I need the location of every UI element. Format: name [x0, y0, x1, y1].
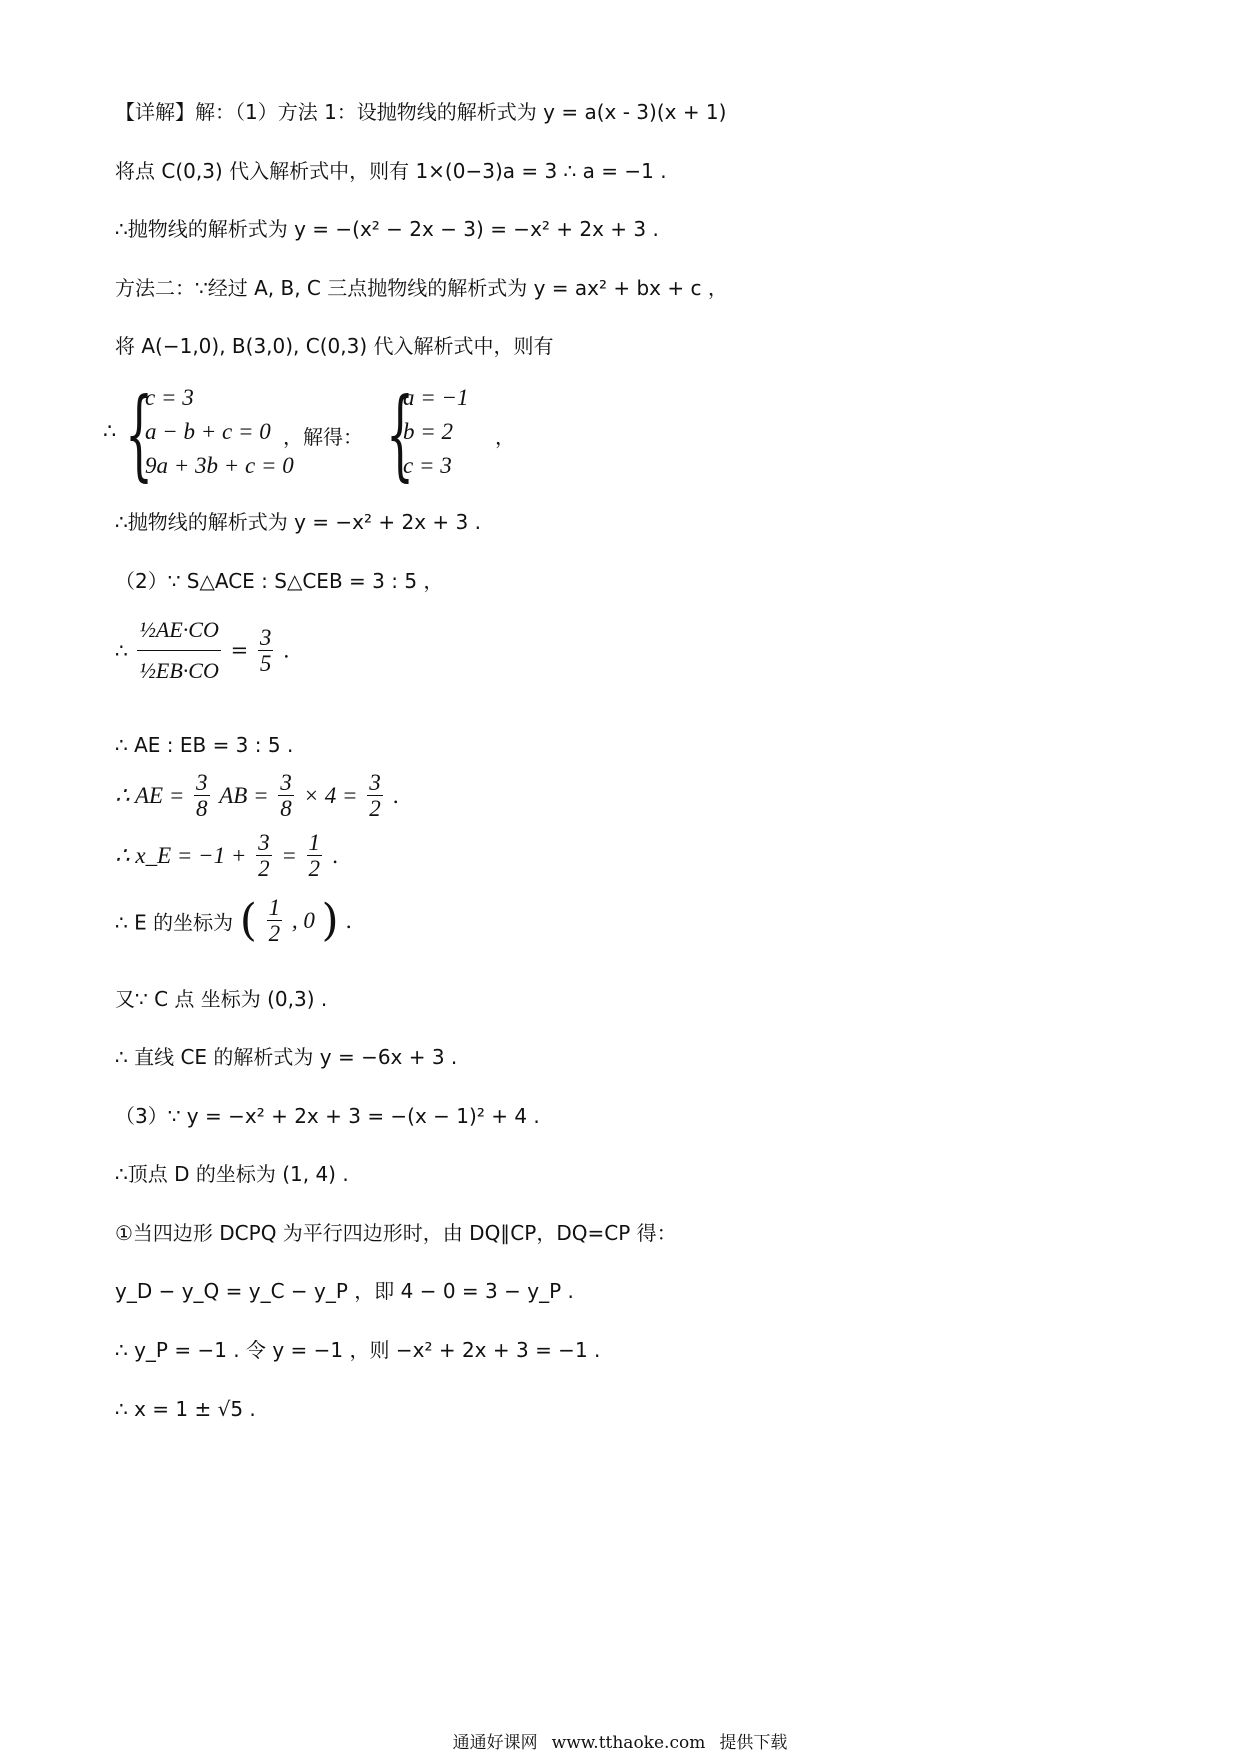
den: 2: [369, 796, 381, 822]
system-comma: ，: [495, 425, 515, 449]
solution-line-5: 将 A(−1,0), B(3,0), C(0,3) 代入解析式中，则有: [115, 334, 554, 358]
system-solve-label: ，解得：: [283, 425, 363, 449]
solution-line-9: ∴ AE : EB = 3 : 5 .: [115, 733, 294, 757]
footer-site-name: 通通好课网: [452, 1733, 538, 1753]
den: 2: [268, 921, 281, 947]
result-numerator: 3: [259, 624, 272, 650]
period: .: [345, 908, 353, 933]
solution-line-16: ∴顶点 D 的坐标为 (1, 4) .: [115, 1162, 349, 1186]
page-footer: [0, 1728, 1240, 1753]
den: 2: [308, 856, 321, 882]
xe-label: ∴ x_E = −1 +: [115, 842, 247, 868]
ae-equation: [115, 770, 399, 822]
solution-line-7: （2）∵ S△ACE : S△CEB = 3 : 5 ，: [115, 569, 444, 593]
solution-line-17: ①当四边形 DCPQ 为平行四边形时，由 DQ∥CP，DQ=CP 得：: [115, 1221, 677, 1245]
ae-label: ∴ AE =: [115, 782, 185, 808]
e-coordinate-label: ∴ E 的坐标为: [115, 910, 234, 935]
fraction-3-8-a: [194, 770, 210, 822]
num: 3: [196, 770, 208, 795]
left-paren: (: [239, 894, 257, 946]
period: .: [392, 783, 400, 808]
zero-coordinate: , 0: [291, 907, 315, 933]
fraction-denominator: ½EB·CO: [137, 650, 220, 683]
equals-sign: =: [281, 842, 297, 868]
solution-line-18: y_D − y_Q = y_C − y_P ，即 4 − 0 = 3 − y_P .: [115, 1279, 574, 1303]
den: 8: [280, 796, 292, 822]
fraction-3-2: [256, 830, 272, 882]
solution-line-19: ∴ y_P = −1 . 令 y = −1 ，则 −x² + 2x + 3 = −1 .: [115, 1338, 601, 1362]
solution-line-15: （3）∵ y = −x² + 2x + 3 = −(x − 1)² + 4 .: [115, 1104, 540, 1128]
num: 3: [369, 770, 381, 795]
solution-c: c = 3: [403, 453, 452, 478]
period: .: [331, 843, 339, 868]
system-eq-2: a − b + c = 0: [145, 419, 271, 444]
system-eq-1: c = 3: [145, 385, 194, 410]
fraction-1-2: [267, 895, 283, 947]
footer-url[interactable]: www.tthaoke.com: [551, 1733, 706, 1753]
e-coordinate: [115, 895, 352, 947]
right-paren: ): [321, 894, 339, 946]
therefore-symbol: ∴: [115, 638, 128, 663]
num: 3: [280, 770, 292, 795]
left-brace-1: {: [125, 378, 154, 492]
area-ratio-equation: [115, 618, 290, 683]
solution-line-13: 又∵ C 点 坐标为 (0,3) .: [115, 987, 328, 1011]
result-fraction: [258, 625, 274, 677]
xe-equation: [115, 830, 338, 882]
solution-a: a = −1: [403, 385, 469, 410]
solution-line-14: ∴ 直线 CE 的解析式为 y = −6x + 3 .: [115, 1045, 458, 1069]
right-brace-1: {: [386, 378, 415, 492]
equals-sign: =: [230, 638, 249, 663]
result-denominator: 5: [259, 651, 272, 677]
ab-label: AB =: [219, 782, 269, 808]
period: .: [283, 638, 290, 663]
solution-line-3: ∴抛物线的解析式为 y = −(x² − 2x − 3) = −x² + 2x + 3 .: [115, 217, 659, 241]
equation-system: [103, 378, 523, 492]
fraction-1-2: [307, 830, 323, 882]
system-eq-3: 9a + 3b + c = 0: [145, 453, 294, 478]
num: 1: [308, 830, 321, 855]
den: 2: [258, 856, 270, 882]
num: 3: [258, 830, 270, 855]
solution-line-4: 方法二：∵经过 A, B, C 三点抛物线的解析式为 y = ax² + bx + c ，: [115, 276, 728, 300]
num: 1: [268, 895, 281, 920]
solution-line-20: ∴ x = 1 ± √5 .: [115, 1397, 256, 1421]
den: 8: [196, 796, 208, 822]
fraction-numerator: ½AE·CO: [139, 617, 219, 642]
system-therefore: ∴: [103, 419, 117, 443]
solution-line-1: 【详解】解：（1）方法 1：设抛物线的解析式为 y = a(x - 3)(x + 1): [115, 100, 727, 124]
footer-tail: 提供下载: [719, 1733, 788, 1753]
solution-line-2: 将点 C(0,3) 代入解析式中，则有 1×(0−3)a = 3 ∴ a = −1 .: [115, 159, 667, 183]
area-ratio-fraction: [137, 618, 220, 683]
solution-line-6: ∴抛物线的解析式为 y = −x² + 2x + 3 .: [115, 510, 481, 534]
fraction-3-8-b: [278, 770, 294, 822]
times-four: × 4 =: [303, 782, 358, 808]
solution-b: b = 2: [403, 419, 454, 444]
fraction-3-2: [367, 770, 383, 822]
